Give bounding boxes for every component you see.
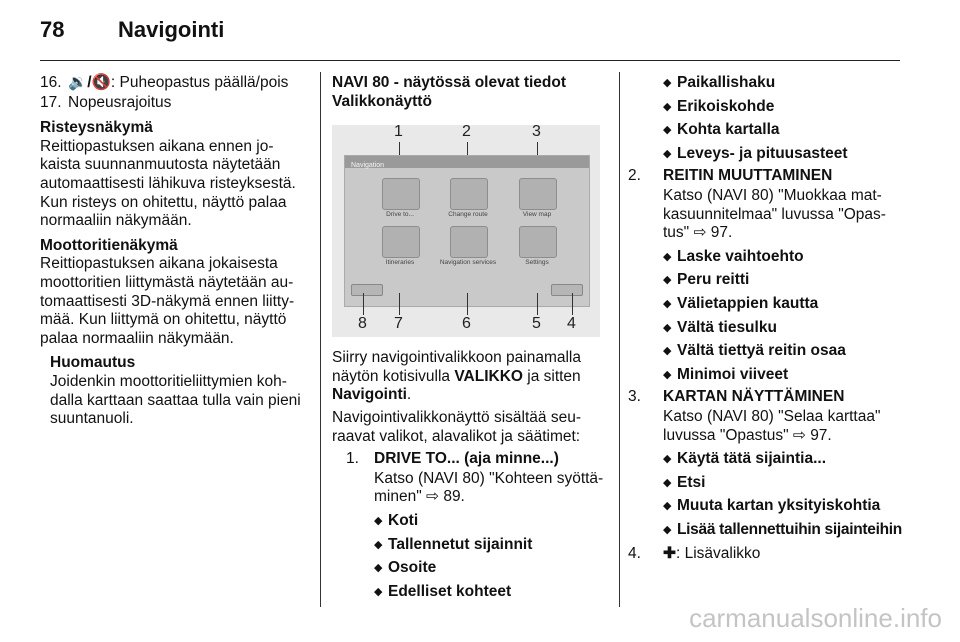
text-run: Siirry navigointivalikkoon painamalla näytön kotisivulla: [332, 349, 581, 385]
bullet-icon: ◆: [663, 345, 672, 358]
bullet-text: Erikoiskohde: [677, 97, 775, 115]
list-item: [663, 521, 928, 540]
bullet-list-1-cont: [663, 74, 928, 163]
bullet-icon: ◆: [663, 453, 672, 466]
text-run-bold: Navigointi: [332, 386, 407, 404]
item-title: KARTAN NÄYTTÄMINEN: [663, 388, 845, 406]
options-soft-button: [551, 284, 583, 296]
list-item: [663, 450, 928, 469]
section-heading-menu-screen: Valikkonäyttö: [332, 92, 432, 110]
bullet-text: Lisää tallennettuihin sijainteihin: [677, 520, 902, 538]
item-number: 1.: [346, 450, 359, 468]
bullet-text: Peru reitti: [677, 271, 750, 289]
text-run-bold: VALIKKO: [454, 367, 523, 385]
item-title: REITIN MUUTTAMINEN: [663, 167, 833, 185]
bullet-icon: ◆: [663, 297, 672, 310]
bullet-icon: ◆: [663, 100, 672, 113]
section-heading-motorway-view: Moottoritienäkymä: [40, 236, 178, 254]
bullet-text: Leveys- ja pituusasteet: [677, 144, 848, 162]
tile-label: Drive to...: [386, 211, 414, 219]
paragraph-motorway-view: Reittiopastuksen aikana jokaisesta moottoritien liittymästä näytetään au- tomaattisesti 3D-näkymä ennen liitty- mää. Kun liittymä on ohitettu, näyttö palaa normaaliin näkymään.: [40, 255, 295, 347]
list-item: [374, 536, 604, 555]
bullet-text: Välietappien kautta: [677, 294, 819, 312]
bullet-text: Etsi: [677, 473, 706, 491]
navigation-services-tile: [450, 226, 488, 258]
bullet-text: Minimoi viiveet: [677, 365, 789, 383]
item-1-text: Katso (NAVI 80) "Kohteen syöttä- minen" ⇨ 89.: [374, 469, 604, 506]
bullet-text: Paikallishaku: [677, 74, 776, 91]
list-item: [663, 319, 928, 338]
item-number: 17.: [40, 93, 62, 111]
back-soft-button: [351, 284, 383, 296]
bullet-icon: ◆: [374, 514, 383, 527]
item-number: 16.: [40, 74, 62, 91]
item-3-text: Katso (NAVI 80) "Selaa karttaa" luvussa "Opastus" ⇨ 97.: [663, 407, 881, 444]
drive-to-tile: [382, 178, 420, 210]
paragraph-junction-view: Reittiopastuksen aikana ennen jo- kaista suunnanmuutosta näytetään automaattisesti lähikuva risteyksestä. Kun risteys on ohitettu, näyttö palaa normaaliin näkymään.: [40, 137, 296, 230]
settings-tile: [519, 226, 557, 258]
list-item: [663, 295, 928, 314]
callout-1: 1: [394, 123, 403, 141]
bullet-icon: ◆: [663, 274, 672, 287]
text-run: .: [406, 386, 412, 404]
bullet-icon: ◆: [663, 250, 672, 263]
bullet-list-1: [374, 512, 604, 601]
callout-6: 6: [462, 315, 471, 333]
bullet-icon: ◆: [663, 77, 672, 89]
paragraph-open-menu: [332, 349, 604, 405]
tile-label: Change route: [448, 211, 488, 219]
list-item: [663, 474, 928, 493]
bullet-text: Vältä tiettyä reitin osaa: [677, 342, 846, 360]
column-middle: [332, 74, 604, 601]
tile-label: Settings: [525, 259, 549, 267]
page-title: Navigointi: [118, 17, 225, 42]
change-route-tile: [450, 178, 488, 210]
callout-8: 8: [358, 315, 367, 333]
tile-label: View map: [522, 211, 552, 219]
item-text: Nopeusrajoitus: [68, 93, 172, 111]
bullet-icon: ◆: [374, 538, 383, 551]
column-divider: [320, 72, 321, 607]
item-2-text: Katso (NAVI 80) "Muokkaa mat- kasuunnitelmaa" luvussa "Opas- tus" ⇨ 97.: [663, 186, 886, 242]
list-item-2: [628, 167, 928, 186]
bullet-icon: ◆: [663, 476, 672, 489]
list-item: [663, 98, 928, 117]
item-number: 4.: [628, 545, 641, 563]
section-heading-junction-view: Risteysnäkymä: [40, 119, 153, 137]
tile-label: Itineraries: [385, 259, 415, 267]
list-item-1: [346, 450, 604, 469]
watermark: carmanualsonline.info: [689, 603, 942, 633]
item-number: 3.: [628, 388, 641, 406]
bullet-icon: ◆: [663, 523, 672, 536]
list-item: [374, 559, 604, 578]
column-right: [628, 74, 928, 565]
header-divider: [40, 60, 900, 61]
note-text: Joidenkin moottoritieliittymien koh- dalla karttaan saattaa tulla vain pieni suuntanuoli.: [50, 372, 301, 428]
list-item: [663, 342, 928, 361]
bullet-text: Tallennetut sijainnit: [388, 535, 533, 553]
page-number: 78: [40, 17, 65, 42]
bullet-list-2: [663, 248, 928, 385]
list-item: [663, 497, 928, 516]
bullet-text: Osoite: [388, 559, 437, 577]
itineraries-tile: [382, 226, 420, 258]
bullet-text: Kohta kartalla: [677, 121, 780, 139]
list-item-16: [40, 74, 312, 93]
list-item: [663, 366, 928, 385]
bullet-list-3: [663, 450, 928, 539]
list-item: [663, 145, 928, 164]
paragraph-menu-contents: Navigointivalikkonäyttö sisältää seu- raavat valikot, alavalikot ja säätimet:: [332, 408, 581, 445]
list-item: [663, 74, 928, 93]
callout-3: 3: [532, 123, 541, 141]
bullet-icon: ◆: [663, 147, 672, 160]
menu-screen-illustration: [332, 125, 600, 337]
list-item-17: [40, 94, 312, 113]
bullet-text: Vältä tiesulku: [677, 318, 777, 336]
section-heading-navi80: NAVI 80 - näytössä olevat tiedot: [332, 74, 566, 91]
note-box: [50, 354, 312, 428]
bullet-icon: ◆: [663, 500, 672, 513]
speaker-mute-icon: 🔉/🔇: [68, 74, 111, 91]
item-16-text: : Puheopastus päällä/pois: [110, 74, 289, 91]
list-item-3: [628, 388, 928, 407]
view-map-tile: [519, 178, 557, 210]
list-item: [663, 271, 928, 290]
screen-topbar: [345, 156, 589, 168]
bullet-text: Käytä tätä sijaintia...: [677, 450, 827, 468]
plus-icon: ✚: [663, 545, 676, 563]
list-item-4: [628, 545, 928, 564]
screen-title: Navigation: [351, 162, 385, 170]
column-left: [40, 74, 312, 429]
bullet-icon: ◆: [663, 124, 672, 137]
list-item: [374, 512, 604, 531]
bullet-icon: ◆: [374, 562, 383, 575]
list-item: [374, 583, 604, 602]
callout-7: 7: [394, 315, 403, 333]
bullet-icon: ◆: [663, 321, 672, 334]
bullet-text: Laske vaihtoehto: [677, 247, 804, 265]
note-title: Huomautus: [50, 354, 136, 372]
item-4-text: : Lisävalikko: [676, 545, 761, 563]
callout-5: 5: [532, 315, 541, 333]
text-run: ja sitten: [522, 367, 581, 385]
callout-2: 2: [462, 123, 471, 141]
column-divider: [619, 72, 620, 607]
bullet-text: Koti: [388, 511, 419, 529]
item-title: DRIVE TO... (aja minne...): [374, 450, 559, 468]
item-number: 2.: [628, 167, 641, 185]
bullet-text: Edelliset kohteet: [388, 582, 512, 600]
item-text: [663, 545, 760, 564]
callout-4: 4: [567, 315, 576, 333]
item-text: [68, 74, 288, 93]
list-item: [663, 121, 928, 140]
list-item: [663, 248, 928, 267]
tile-label: Navigation services: [439, 259, 497, 267]
bullet-icon: ◆: [663, 368, 672, 381]
bullet-text: Muuta kartan yksityiskohtia: [677, 497, 881, 515]
bullet-icon: ◆: [374, 585, 383, 598]
screen-display: [344, 155, 590, 307]
